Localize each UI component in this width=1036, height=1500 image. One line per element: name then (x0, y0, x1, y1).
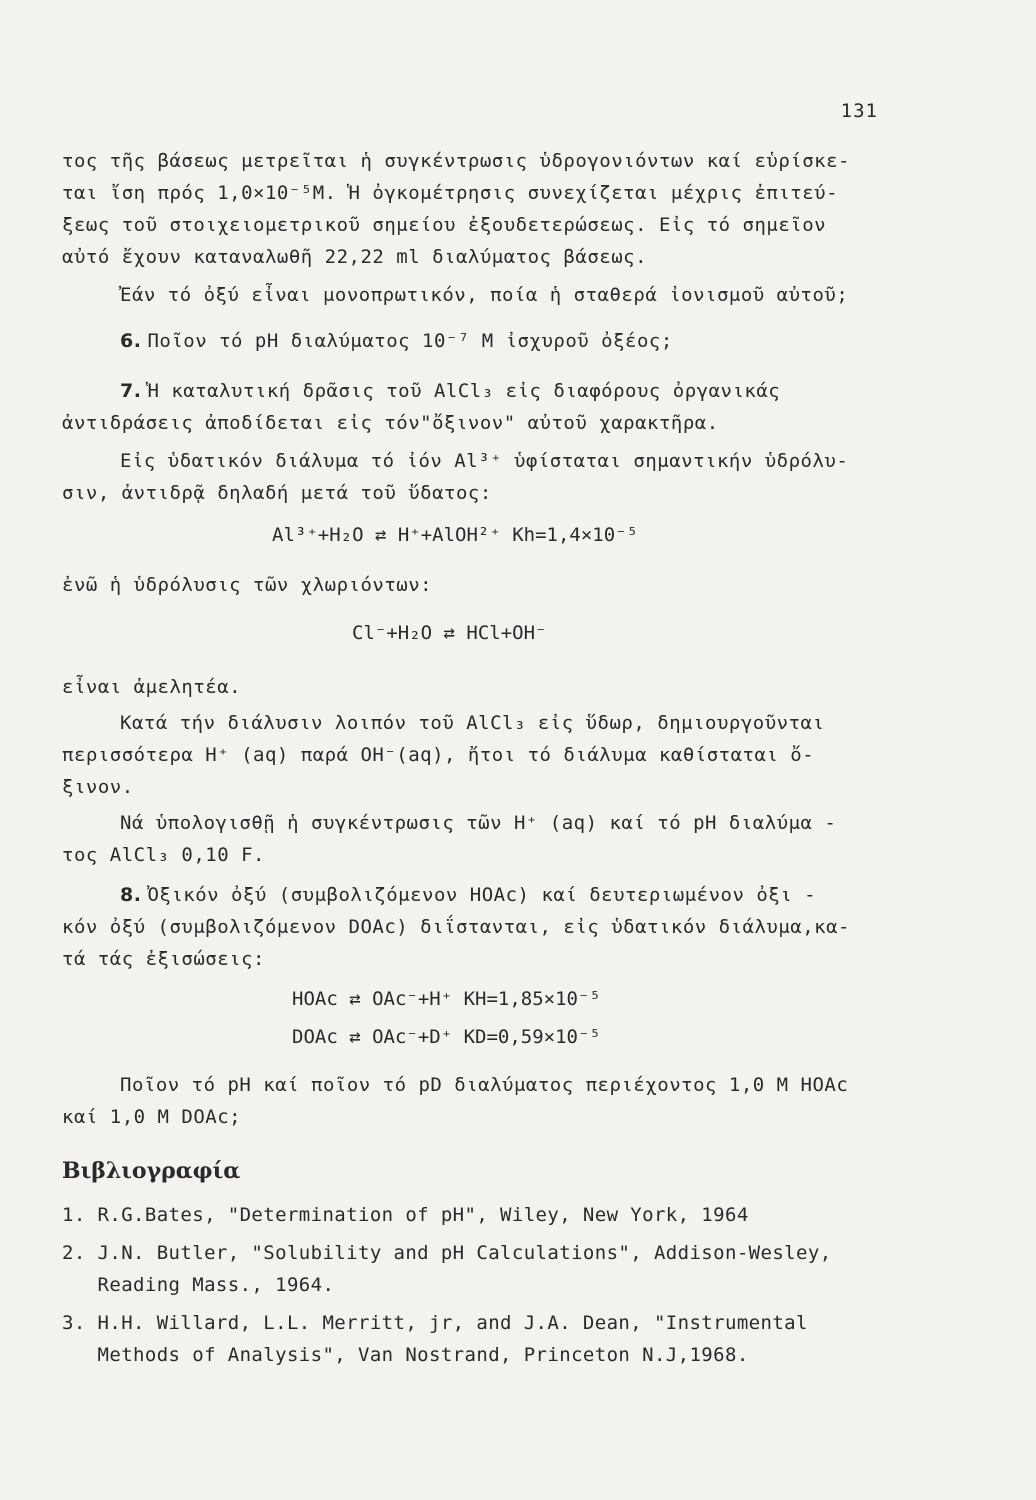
text-line: ξεως τοῦ στοιχειομετρικοῦ σημείου ἐξουδετερώσεως. Εἰς τό σημεῖον (62, 214, 827, 236)
text-line: Νά ὑπολογισθῇ ἡ συγκέντρωσις τῶν H⁺ (aq) καί τό pH διαλύμα - (120, 812, 837, 834)
question-6 (120, 330, 673, 352)
text-line: Ἐάν τό ὀξύ εἶναι μονοπρωτικόν, ποία ἡ σταθερά ἰονισμοῦ αὐτοῦ; (120, 284, 849, 306)
text-line: Εἰς ὑδατικόν διάλυμα τό ἰόν Al³⁺ ὑφίσταται σημαντικήν ὑδρόλυ- (120, 450, 849, 472)
equation-hydrolysis-cl: Cl⁻+H₂O ⇄ HCl+OH⁻ (352, 622, 547, 644)
text-line: Ποῖον τό pH καί ποῖον τό pD διαλύματος περιέχοντος 1,0 M HOAc (120, 1074, 849, 1096)
question-text: Ὀξικόν ὀξύ (συμβολιζόμενον HOAc) καί δευτεριωμένον ὀξι - (147, 884, 817, 906)
text-line: τος AlCl₃ 0,10 F. (62, 844, 265, 866)
equation-doac: DOAc ⇄ OAc⁻+D⁺ KD=0,59×10⁻⁵ (292, 1026, 601, 1048)
question-8 (120, 884, 816, 906)
question-text: Ἡ καταλυτική δρᾶσις τοῦ AlCl₃ εἰς διαφόρους ὀργανικάς (147, 380, 781, 402)
text-line: περισσότερα H⁺ (aq) παρά OH⁻(aq), ἤτοι τό διάλυμα καθίσταται ὄ- (62, 744, 815, 766)
bibliography-item: 1. R.G.Bates, "Determination of pH", Wiley, New York, 1964 (62, 1204, 749, 1226)
text-line: τος τῆς βάσεως μετρεῖται ἡ συγκέντρωσις ὑδρογονιόντων καί εὑρίσκε- (62, 150, 850, 172)
text-line: σιν, ἀντιδρᾷ δηλαδή μετά τοῦ ὕδατος: (62, 482, 492, 504)
text-line: εἶναι ἀμελητέα. (62, 676, 242, 698)
equation-hydrolysis-al: Al³⁺+H₂O ⇄ H⁺+AlOH²⁺ Kh=1,4×10⁻⁵ (272, 524, 639, 546)
equation-hoac: HOAc ⇄ OAc⁻+H⁺ KH=1,85×10⁻⁵ (292, 988, 601, 1010)
bibliography-item-continued: Methods of Analysis", Van Nostrand, Princeton N.J,1968. (62, 1344, 749, 1366)
text-line: αὐτό ἔχουν καταναλωθῆ 22,22 ml διαλύματος βάσεως. (62, 246, 648, 268)
page-number: 131 (840, 100, 878, 122)
text-line: κόν ὀξύ (συμβολιζόμενον DOAc) διΐστανται, εἰς ὑδατικόν διάλυμα,κα- (62, 916, 850, 938)
text-line: καί 1,0 M DOAc; (62, 1106, 242, 1128)
question-number: 7. (120, 380, 142, 402)
bibliography-heading: Βιβλιογραφία (62, 1158, 241, 1184)
question-number: 6. (120, 330, 142, 352)
bibliography-item-continued: Reading Mass., 1964. (62, 1274, 335, 1296)
text-line: ξινον. (62, 776, 134, 798)
question-number: 8. (120, 884, 142, 906)
question-text: Ποῖον τό pH διαλύματος 10⁻⁷ M ἰσχυροῦ ὀξέος; (147, 330, 673, 352)
text-line: ἀντιδράσεις ἀποδίδεται εἰς τόν"ὄξινον" αὐτοῦ χαρακτῆρα. (62, 412, 719, 434)
text-line: Κατά τήν διάλυσιν λοιπόν τοῦ AlCl₃ εἰς ὕδωρ, δημιουργοῦνται (120, 712, 825, 734)
bibliography-item: 3. H.H. Willard, L.L. Merritt, jr, and J.A. Dean, "Instrumental (62, 1312, 808, 1334)
question-7 (120, 380, 780, 402)
text-line: τά τάς ἐξισώσεις: (62, 948, 265, 970)
bibliography-item: 2. J.N. Butler, "Solubility and pH Calculations", Addison-Wesley, (62, 1242, 832, 1264)
text-line: ἐνῶ ἡ ὑδρόλυσις τῶν χλωριόντων: (62, 574, 433, 596)
text-line: ται ἴση πρός 1,0×10⁻⁵M. Ἡ ὀγκομέτρησις συνεχίζεται μέχρις ἐπιτεύ- (62, 182, 839, 204)
